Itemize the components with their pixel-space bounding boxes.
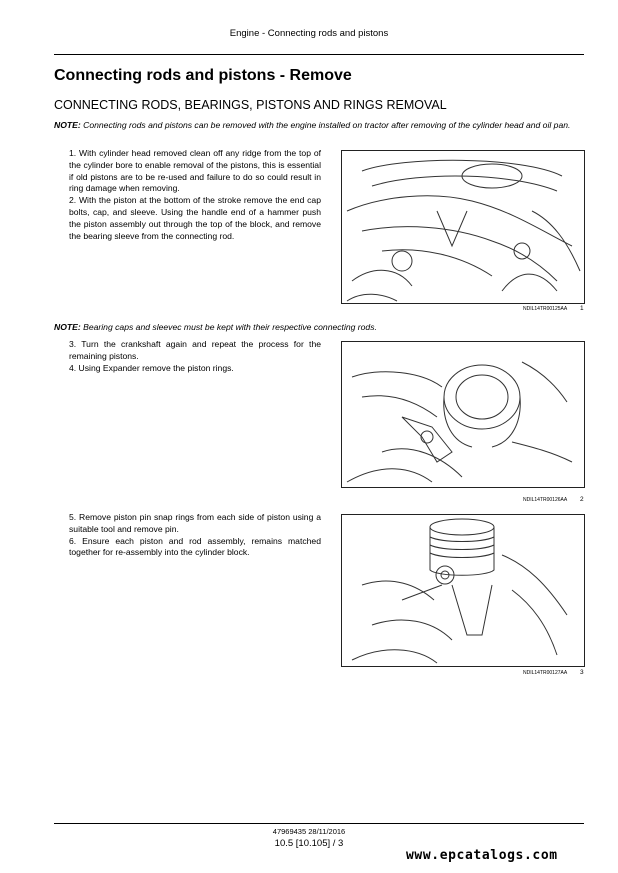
note-label: NOTE: xyxy=(54,120,81,130)
figure-1-illustration xyxy=(342,151,584,303)
running-header: Engine - Connecting rods and pistons xyxy=(229,28,389,39)
step-6: 6. Ensure each piston and rod assembly, remains matched together for re-assembly into the cylinder block. xyxy=(69,535,321,558)
figure-1-image xyxy=(341,150,585,304)
figure-2-illustration xyxy=(342,342,584,487)
watermark: www.epcatalogs.com xyxy=(406,848,558,863)
footer-rule xyxy=(54,823,584,824)
figure-2-number: 2 xyxy=(580,496,584,503)
page-title: Connecting rods and pistons - Remove xyxy=(54,67,352,84)
figure-2-ref: NDIL14TR00126AA xyxy=(523,497,568,503)
figure-3-image xyxy=(341,514,585,667)
note-text: Connecting rods and pistons can be removed with the engine installed on tractor after removing of the cylinder head and oil pan. xyxy=(80,120,571,130)
note-text: Bearing caps and sleevec must be kept with their respective connecting rods. xyxy=(80,322,377,332)
figure-2-image xyxy=(341,341,585,488)
figure-3-illustration xyxy=(342,515,584,666)
figure-1-ref: NDIL14TR00125AA xyxy=(523,306,568,312)
steps-group-2 xyxy=(69,339,321,374)
note-engine-installed xyxy=(54,120,585,132)
section-subtitle: CONNECTING RODS, BEARINGS, PISTONS AND RINGS REMOVAL xyxy=(54,98,447,112)
document-code: 47969435 28/11/2016 xyxy=(272,827,346,836)
figure-3-number: 3 xyxy=(580,669,584,676)
note-label: NOTE: xyxy=(54,322,81,332)
figure-3-ref: NDIL14TR00127AA xyxy=(523,670,568,676)
step-5: 5. Remove piston pin snap rings from each side of piston using a suitable tool and remove pin. xyxy=(69,512,321,534)
steps-group-1 xyxy=(69,148,321,242)
steps-group-3 xyxy=(69,512,321,559)
step-3: 3. Turn the crankshaft again and repeat the process for the remaining pistons. xyxy=(69,339,321,361)
page-number: 10.5 [10.105] / 3 xyxy=(274,838,344,849)
step-1: 1. With cylinder head removed clean off any ridge from the top of the cylinder bore to enable removal of the pistons, this is essential if old pistons are to be re-used and failure to do so could result in ring damage when removing. xyxy=(69,148,321,194)
header-rule xyxy=(54,54,584,55)
step-4: 4. Using Expander remove the piston rings. xyxy=(69,362,234,373)
figure-1-number: 1 xyxy=(580,305,584,312)
step-2: 2. With the piston at the bottom of the stroke remove the end cap bolts, cap, and sleeve. Using the handle end of a hammer push the piston assembly out through the top of the block, and remove the bearing sleeve from the connecting rod. xyxy=(69,195,321,241)
note-bearing-caps xyxy=(54,322,585,334)
